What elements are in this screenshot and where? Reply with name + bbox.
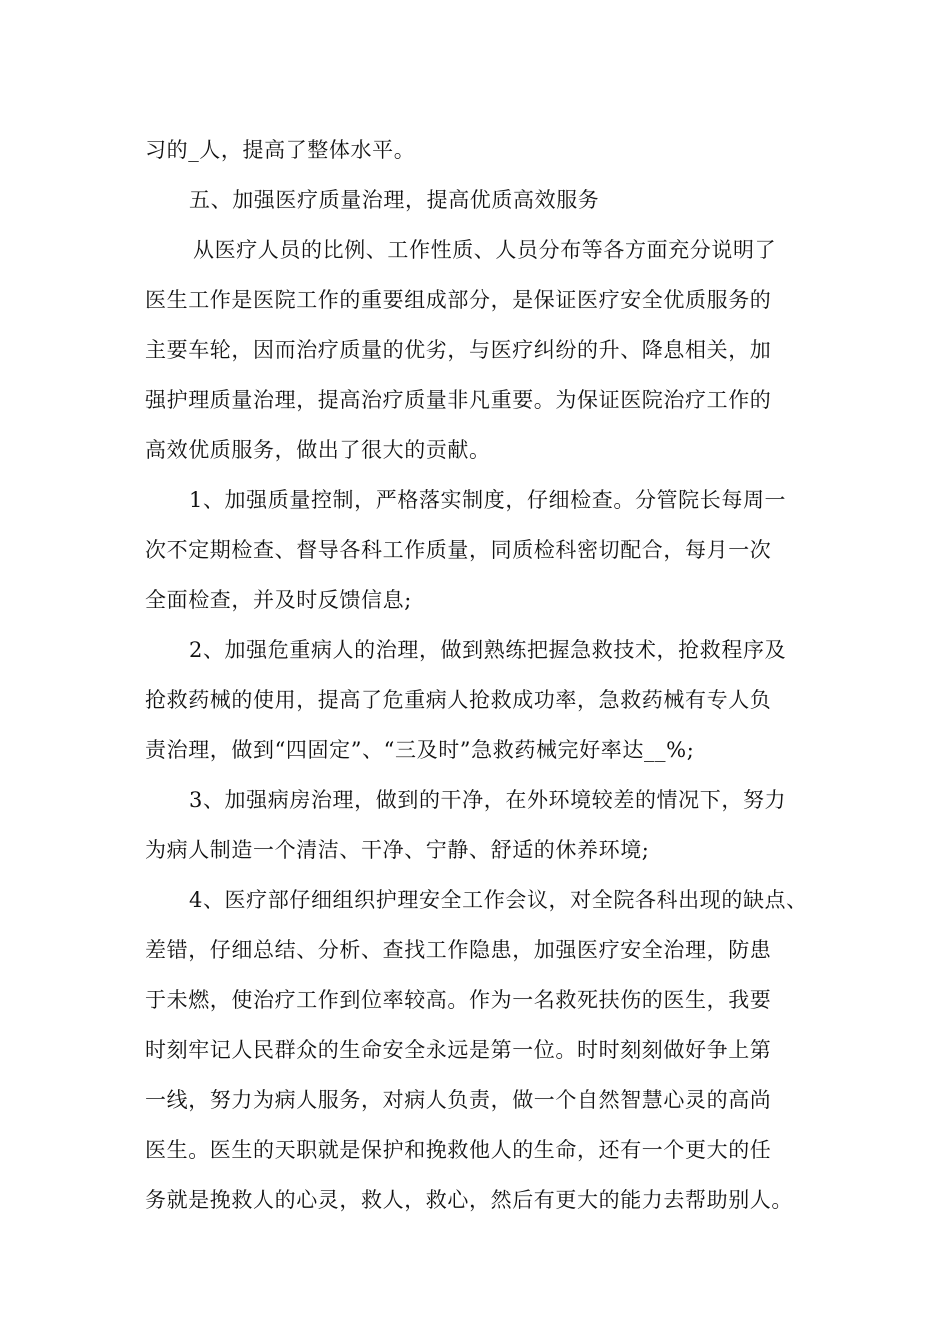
document-page — [145, 125, 825, 1225]
text-line: 次不定期检查、督导各科工作质量，同质检科密切配合，每月一次 — [145, 538, 772, 562]
text-line: 为病人制造一个清洁、干净、宁静、舒适的休养环境; — [145, 838, 650, 862]
list-item-3: 3、加强病房治理，做到的干净，在外环境较差的情况下，努力 — [189, 788, 787, 812]
list-item-1: 1、加强质量控制，严格落实制度，仔细检查。分管院长每周一 — [189, 488, 787, 512]
list-item-4: 4、医疗部仔细组织护理安全工作会议，对全院各科出现的缺点、 — [189, 888, 808, 912]
text-line: 务就是挽救人的心灵，救人，救心，然后有更大的能力去帮助别人。 — [145, 1188, 793, 1212]
text-line: 全面检查，并及时反馈信息; — [145, 588, 412, 612]
text-line: 差错，仔细总结、分析、查找工作隐患，加强医疗安全治理，防患 — [145, 938, 772, 962]
text-line: 主要车轮，因而治疗质量的优劣，与医疗纠纷的升、降息相关，加 — [145, 338, 772, 362]
text-line: 抢救药械的使用，提高了危重病人抢救成功率，急救药械有专人负 — [145, 688, 772, 712]
text-line: 于未燃，使治疗工作到位率较高。作为一名救死扶伤的医生，我要 — [145, 988, 772, 1012]
text-line: 高效优质服务，做出了很大的贡献。 — [145, 438, 491, 462]
list-item-2: 2、加强危重病人的治理，做到熟练把握急救技术，抢救程序及 — [189, 638, 787, 662]
text-line: 强护理质量治理，提高治疗质量非凡重要。为保证医院治疗工作的 — [145, 388, 772, 412]
text-line: 习的_人，提高了整体水平。 — [145, 138, 416, 162]
text-line: 责治理，做到“四固定”、“三及时”急救药械完好率达__%; — [145, 738, 695, 762]
text-line: 医生工作是医院工作的重要组成部分，是保证医疗安全优质服务的 — [145, 288, 772, 312]
text-line: 一线，努力为病人服务，对病人负责，做一个自然智慧心灵的高尚 — [145, 1088, 772, 1112]
text-line: 时刻牢记人民群众的生命安全永远是第一位。时时刻刻做好争上第 — [145, 1038, 772, 1062]
section-heading: 五、加强医疗质量治理，提高优质高效服务 — [189, 188, 600, 212]
text-line: 医生。医生的天职就是保护和挽救他人的生命，还有一个更大的任 — [145, 1138, 772, 1162]
paragraph-first-line: 从医疗人员的比例、工作性质、人员分布等各方面充分说明了 — [193, 238, 777, 262]
